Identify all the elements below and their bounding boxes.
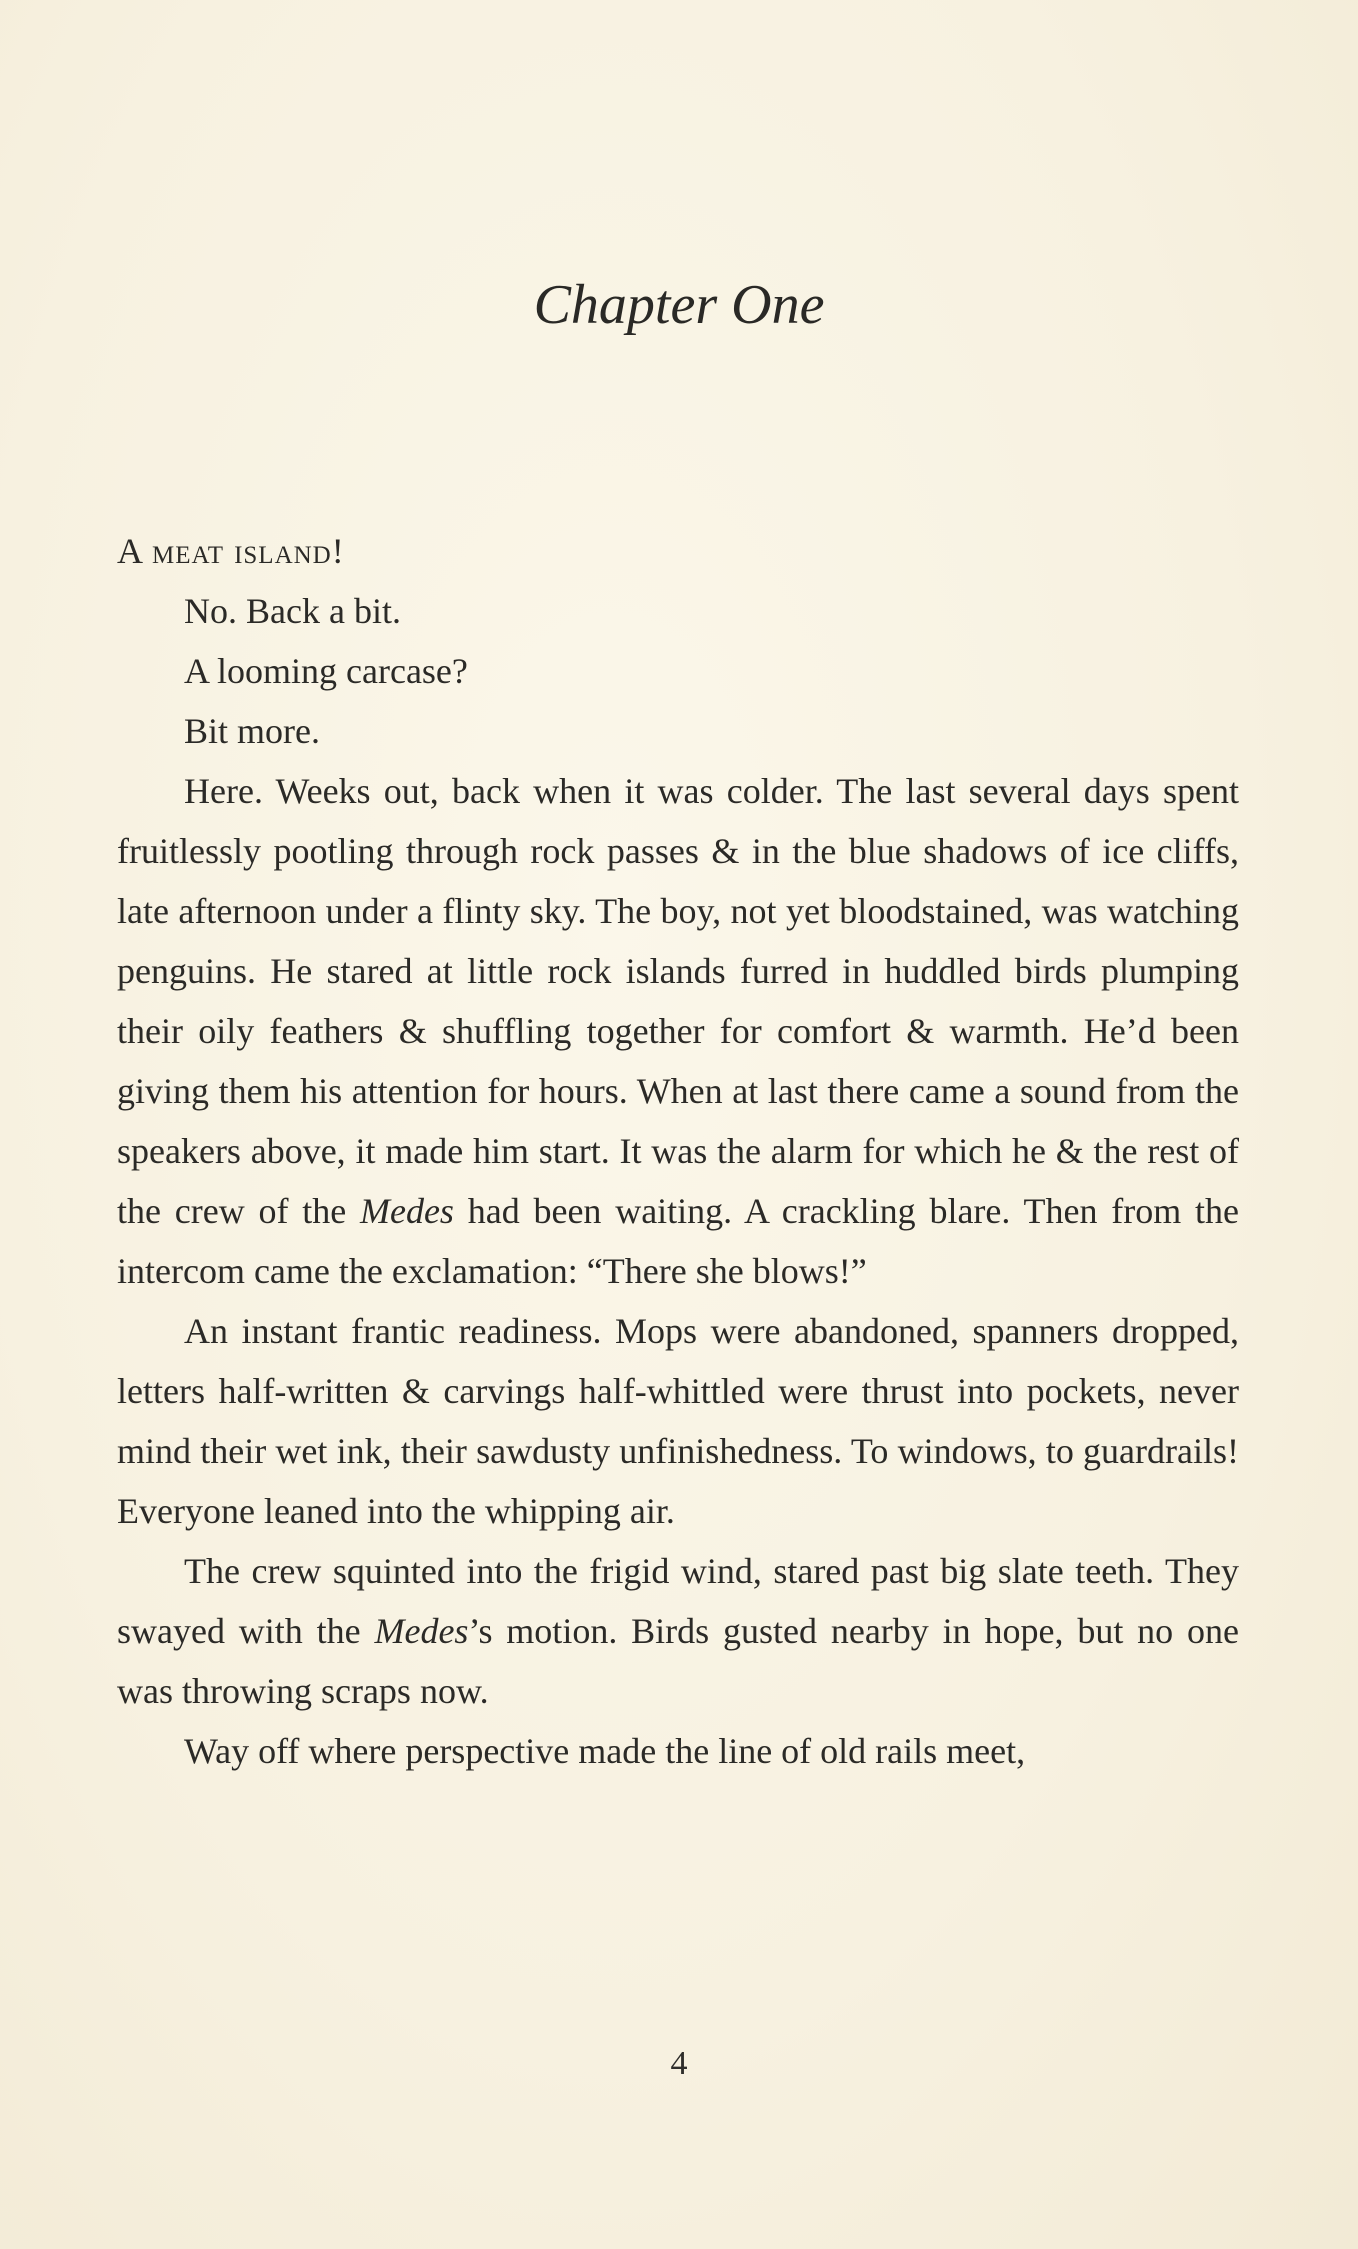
paragraph: The crew squinted into the frigid wind, stared past big slate teeth. They swayed with the Medes’s motion. Birds gusted nearby in hope, but no one was throwing scraps now. [117, 1551, 1239, 1711]
paragraph: A looming carcase? [184, 651, 468, 691]
paragraph-opening: A meat island! [117, 531, 345, 571]
body-text [117, 521, 1239, 1781]
ship-name: Medes [359, 1191, 454, 1231]
paragraph: Bit more. [184, 711, 320, 751]
paragraph: Way off where perspective made the line of old rails meet, [184, 1731, 1026, 1771]
paragraph: An instant frantic readiness. Mops were abandoned, spanners dropped, letters half-written & carvings half-whittled were thrust into pockets, never mind their wet ink, their sawdusty unfinishedness. To windows, to guardrails! Everyone leaned into the whipping air. [117, 1311, 1239, 1531]
ship-name: Medes [374, 1611, 469, 1651]
chapter-title: Chapter One [533, 274, 825, 336]
page-number: 4 [670, 2045, 688, 2082]
paragraph: No. Back a bit. [184, 591, 401, 631]
paragraph: Here. Weeks out, back when it was colder. The last several days spent fruitlessly pootling through rock passes & in the blue shadows of ice cliffs, late afternoon under a flinty sky. The boy, not yet bloodstained, was watching penguins. He stared at little rock islands furred in huddled birds plumping their oily feathers & shuffling together for comfort & warmth. He’d been giving them his attention for hours. When at last there came a sound from the speakers above, it made him start. It was the alarm for which he & the rest of the crew of the Medes had been waiting. A crackling blare. Then from the intercom came the exclamation: “There she blows!” [117, 771, 1239, 1291]
